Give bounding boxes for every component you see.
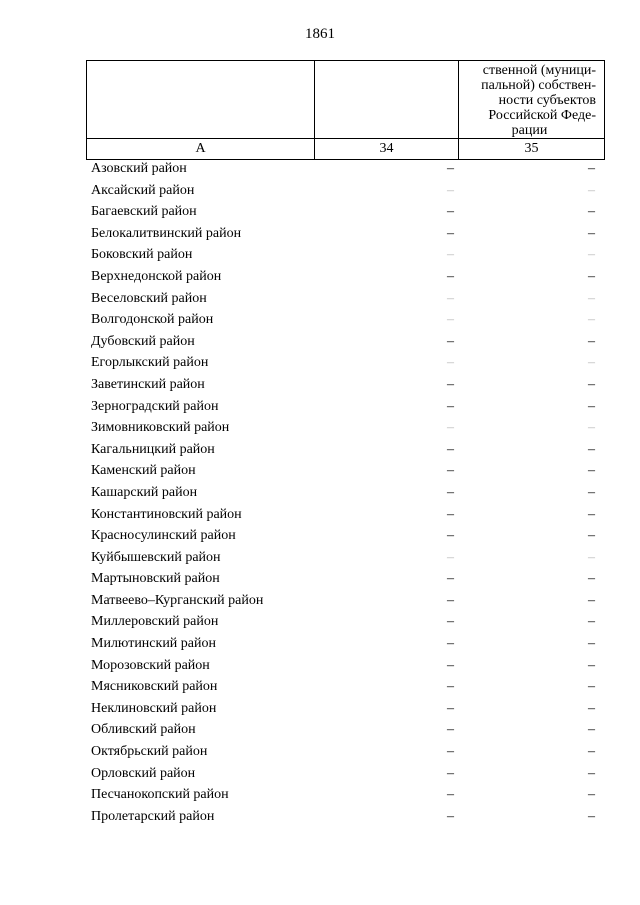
value-col-34: –: [447, 204, 454, 220]
col-35-description-line: ности субъектов: [498, 93, 596, 108]
header-cell-col-35: [459, 61, 605, 139]
table-row: [86, 568, 601, 590]
district-name: Неклиновский район: [91, 700, 217, 716]
district-name: Зерноградский район: [91, 398, 219, 414]
value-col-34: –: [447, 614, 454, 630]
value-col-35: –: [588, 290, 595, 306]
district-name: Морозовский район: [91, 657, 210, 673]
value-col-34: –: [447, 744, 454, 760]
table-row: [86, 547, 601, 569]
table-row: [86, 806, 601, 828]
table-row: [86, 633, 601, 655]
value-col-35: –: [588, 700, 595, 716]
table-row: [86, 784, 601, 806]
table-row: [86, 158, 601, 180]
value-col-35: –: [588, 312, 595, 328]
column-number-34: 34: [315, 139, 459, 160]
table-row: [86, 504, 601, 526]
value-col-34: –: [447, 636, 454, 652]
value-col-35: –: [588, 506, 595, 522]
district-name: Матвеево–Курганский район: [91, 592, 264, 608]
value-col-35: –: [588, 333, 595, 349]
district-name: Куйбышевский район: [91, 549, 221, 565]
value-col-34: –: [447, 182, 454, 198]
col-35-description-line: Российской Феде-: [488, 108, 596, 123]
table-row: [86, 590, 601, 612]
value-col-35: –: [588, 484, 595, 500]
table-row: [86, 676, 601, 698]
value-col-34: –: [447, 787, 454, 803]
value-col-34: –: [447, 484, 454, 500]
district-name: Волгодонской район: [91, 312, 214, 328]
value-col-35: –: [588, 398, 595, 414]
value-col-35: –: [588, 765, 595, 781]
value-col-35: –: [588, 528, 595, 544]
table-row: [86, 331, 601, 353]
value-col-34: –: [447, 549, 454, 565]
district-name: Дубовский район: [91, 333, 195, 349]
value-col-34: –: [447, 722, 454, 738]
value-col-35: –: [588, 592, 595, 608]
district-name: Миллеровский район: [91, 614, 219, 630]
value-col-34: –: [447, 808, 454, 824]
value-col-35: –: [588, 571, 595, 587]
value-col-35: –: [588, 722, 595, 738]
value-col-35: –: [588, 268, 595, 284]
header-cell-col-34: [315, 61, 459, 139]
table-row: [86, 655, 601, 677]
col-35-description-line: рации: [511, 123, 548, 138]
column-number-35: 35: [459, 139, 605, 160]
table-row: [86, 763, 601, 785]
value-col-34: –: [447, 376, 454, 392]
header-cell-col-a: [87, 61, 315, 139]
table-row: [86, 352, 601, 374]
table-row: [86, 288, 601, 310]
district-name: Мартыновский район: [91, 571, 220, 587]
value-col-35: –: [588, 614, 595, 630]
district-name: Октябрьский район: [91, 744, 208, 760]
column-number-a: А: [87, 139, 315, 160]
district-name: Заветинский район: [91, 376, 205, 392]
table-row: [86, 396, 601, 418]
value-col-35: –: [588, 182, 595, 198]
page-number: 1861: [305, 26, 335, 42]
value-col-34: –: [447, 657, 454, 673]
header-description-row: [87, 61, 605, 139]
district-name: Азовский район: [91, 161, 187, 176]
value-col-34: –: [447, 571, 454, 587]
table-row: [86, 460, 601, 482]
district-name: Константиновский район: [91, 506, 242, 522]
district-name: Кагальницкий район: [91, 441, 215, 457]
value-col-35: –: [588, 225, 595, 241]
value-col-34: –: [447, 225, 454, 241]
value-col-35: –: [588, 441, 595, 457]
district-name: Егорлыкский район: [91, 355, 209, 371]
table-row: [86, 741, 601, 763]
value-col-34: –: [447, 463, 454, 479]
district-name: Обливский район: [91, 722, 196, 738]
col-35-description-line: ственной (муници-: [482, 63, 596, 78]
table-row: [86, 374, 601, 396]
value-col-34: –: [447, 355, 454, 371]
value-col-34: –: [447, 398, 454, 414]
table-row: [86, 309, 601, 331]
value-col-35: –: [588, 549, 595, 565]
col-35-description-line: пальной) собствен-: [481, 78, 596, 93]
value-col-35: –: [588, 204, 595, 220]
table-row: [86, 266, 601, 288]
district-name: Пролетарский район: [91, 808, 215, 824]
value-col-35: –: [588, 420, 595, 436]
table-row: [86, 223, 601, 245]
table-row: [86, 201, 601, 223]
district-name: Песчанокопский район: [91, 787, 229, 803]
value-col-34: –: [447, 592, 454, 608]
value-col-34: –: [447, 268, 454, 284]
value-col-35: –: [588, 636, 595, 652]
value-col-34: –: [447, 290, 454, 306]
table-row: [86, 719, 601, 741]
value-col-35: –: [588, 657, 595, 673]
district-name: Милютинский район: [91, 636, 217, 652]
col-35-description: [459, 61, 604, 138]
table-row: [86, 439, 601, 461]
table-row: [86, 417, 601, 439]
value-col-34: –: [447, 420, 454, 436]
district-name: Веселовский район: [91, 290, 207, 306]
district-name: Кашарский район: [91, 484, 198, 500]
value-col-35: –: [588, 355, 595, 371]
value-col-35: –: [588, 161, 595, 176]
table-row: [86, 482, 601, 504]
value-col-34: –: [447, 506, 454, 522]
value-col-35: –: [588, 679, 595, 695]
district-name: Красносулинский район: [91, 528, 236, 544]
district-name: Зимовниковский район: [91, 420, 230, 436]
value-col-34: –: [447, 528, 454, 544]
value-col-34: –: [447, 441, 454, 457]
column-number-row: [87, 139, 605, 160]
value-col-34: –: [447, 333, 454, 349]
district-rows: [86, 158, 601, 827]
table-row: [86, 698, 601, 720]
value-col-34: –: [447, 161, 454, 176]
district-name: Аксайский район: [91, 182, 195, 198]
table-row: [86, 611, 601, 633]
district-name: Багаевский район: [91, 204, 197, 220]
district-name: Верхнедонской район: [91, 268, 222, 284]
district-name: Орловский район: [91, 765, 196, 781]
value-col-35: –: [588, 808, 595, 824]
table-header: [86, 60, 605, 160]
table-row: [86, 525, 601, 547]
district-name: Мясниковский район: [91, 679, 218, 695]
district-name: Белокалитвинский район: [91, 225, 242, 241]
value-col-35: –: [588, 463, 595, 479]
table-row: [86, 180, 601, 202]
value-col-35: –: [588, 247, 595, 263]
value-col-35: –: [588, 787, 595, 803]
value-col-34: –: [447, 679, 454, 695]
district-name: Каменский район: [91, 463, 196, 479]
value-col-35: –: [588, 744, 595, 760]
value-col-34: –: [447, 765, 454, 781]
value-col-34: –: [447, 247, 454, 263]
value-col-34: –: [447, 700, 454, 716]
value-col-34: –: [447, 312, 454, 328]
value-col-35: –: [588, 376, 595, 392]
district-name: Боковский район: [91, 247, 193, 263]
table-row: [86, 244, 601, 266]
